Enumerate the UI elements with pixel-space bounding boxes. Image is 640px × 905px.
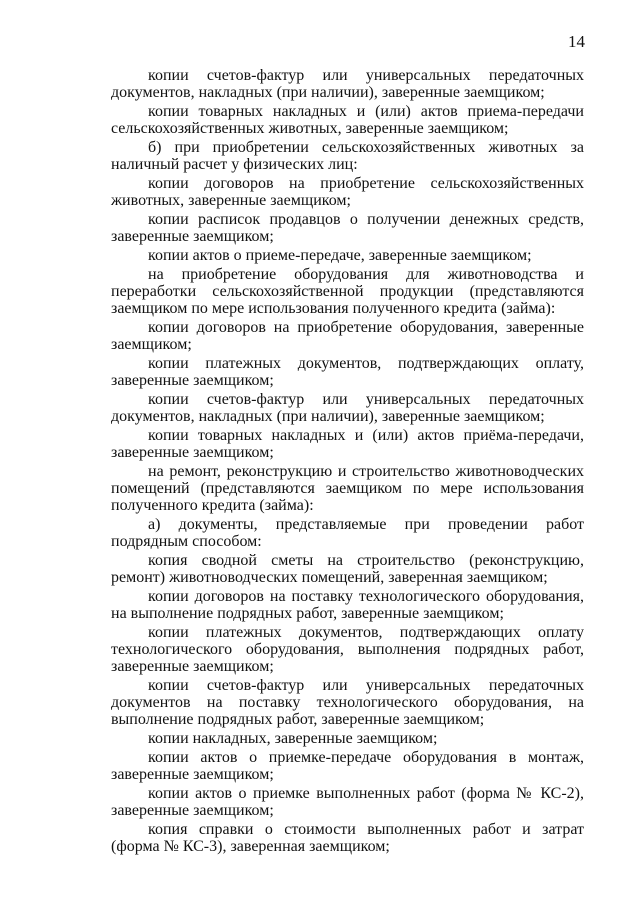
paragraph: копии договоров на приобретение оборудования, заверенные заемщиком;: [111, 319, 584, 353]
paragraph: на ремонт, реконструкцию и строительство животноводческих помещений (представляются заемщиком по мере использования полученного кредита (займа):: [111, 463, 584, 514]
paragraph: копии договоров на приобретение сельскохозяйственных животных, заверенные заемщиком;: [111, 175, 584, 209]
paragraph: на приобретение оборудования для животноводства и переработки сельскохозяйственной продукции (представляются заемщиком по мере использования полученного кредита (займа):: [111, 266, 584, 317]
paragraph: а) документы, представляемые при проведении работ подрядным способом:: [111, 516, 584, 550]
paragraph: б) при приобретении сельскохозяйственных животных за наличный расчет у физических лиц:: [111, 139, 584, 173]
paragraph: копия сводной сметы на строительство (реконструкцию, ремонт) животноводческих помещений, заверенная заемщиком;: [111, 552, 584, 586]
paragraph: копии актов о приемке выполненных работ (форма № КС-2), заверенные заемщиком;: [111, 785, 584, 819]
paragraph: копии товарных накладных и (или) актов приема-передачи сельскохозяйственных животных, заверенные заемщиком;: [111, 103, 584, 137]
paragraph: копии счетов-фактур или универсальных передаточных документов, накладных (при наличии), заверенные заемщиком;: [111, 67, 584, 101]
paragraph: копии актов о приеме-передаче, заверенные заемщиком;: [148, 247, 532, 264]
paragraph: копии платежных документов, подтверждающих оплату технологического оборудования, выполнения подрядных работ, заверенные заемщиком;: [111, 624, 584, 675]
paragraph: копии расписок продавцов о получении денежных средств, заверенные заемщиком;: [111, 211, 584, 245]
paragraph: копии платежных документов, подтверждающих оплату, заверенные заемщиком;: [111, 355, 584, 389]
paragraph: копии накладных, заверенные заемщиком;: [148, 730, 438, 747]
paragraph: копии договоров на поставку технологического оборудования, на выполнение подрядных работ, заверенные заемщиком;: [111, 588, 584, 622]
paragraph: копии счетов-фактур или универсальных передаточных документов на поставку технологического оборудования, на выполнение подрядных работ, заверенные заемщиком;: [111, 677, 584, 728]
paragraph: копии счетов-фактур или универсальных передаточных документов, накладных (при наличии), заверенные заемщиком;: [111, 391, 584, 425]
document-body: [111, 67, 584, 857]
paragraph: копии актов о приемке-передаче оборудования в монтаж, заверенные заемщиком;: [111, 749, 584, 783]
page-number: 14: [568, 32, 585, 51]
paragraph: копии товарных накладных и (или) актов приёма-передачи, заверенные заемщиком;: [111, 427, 584, 461]
paragraph: копия справки о стоимости выполненных работ и затрат (форма № КС-3), заверенная заемщиком;: [111, 821, 584, 855]
